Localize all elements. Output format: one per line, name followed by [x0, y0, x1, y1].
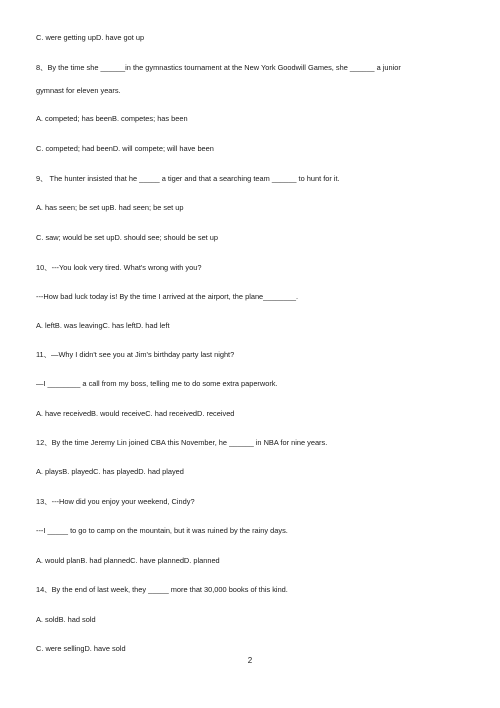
q10-options: A. leftB. was leavingC. has leftD. had left	[36, 321, 170, 330]
q13-question: 13、---How did you enjoy your weekend, Cindy?	[36, 497, 195, 506]
q10-question: 10、---You look very tired. What's wrong with you?	[36, 263, 202, 272]
q8-option-ab: A. competed; has beenB. competes; has been	[36, 114, 188, 123]
q11-question-cont: —I ________ a call from my boss, telling me to do some extra paperwork.	[36, 379, 278, 388]
q14-question: 14、By the end of last week, they _____ more that 30,000 books of this kind.	[36, 585, 288, 594]
q8-question: 8、By the time she ______in the gymnastics tournament at the New York Goodwill Games, she ______ a junior	[36, 63, 401, 72]
q9-option-ab: A. has seen; be set upB. had seen; be set up	[36, 203, 184, 212]
page-number: 2	[247, 656, 253, 665]
q10-question-cont: ---How bad luck today is! By the time I arrived at the airport, the plane________.	[36, 292, 299, 301]
q14-option-cd: C. were sellingD. have sold	[36, 644, 126, 653]
q11-question: 11、—Why I didn't see you at Jim's birthday party last night?	[36, 350, 235, 359]
q8-question-cont: gymnast for eleven years.	[36, 86, 121, 95]
q13-options: A. would planB. had plannedC. have plannedD. planned	[36, 556, 220, 565]
q8-option-cd: C. competed; had beenD. will compete; will have been	[36, 144, 214, 153]
q12-question: 12、By the time Jeremy Lin joined CBA this November, he ______ in NBA for nine years.	[36, 438, 328, 447]
q13-question-cont: ---I _____ to go to camp on the mountain, but it was ruined by the rainy days.	[36, 526, 288, 535]
q7-option-cd: C. were getting upD. have got up	[36, 33, 145, 42]
q12-options: A. playsB. playedC. has playedD. had played	[36, 467, 184, 476]
q11-options: A. have receivedB. would receiveC. had receivedD. received	[36, 409, 235, 418]
q14-option-ab: A. soldB. had sold	[36, 615, 96, 624]
q9-option-cd: C. saw; would be set upD. should see; should be set up	[36, 233, 219, 242]
q9-question: 9、 The hunter insisted that he _____ a tiger and that a searching team ______ to hunt for it.	[36, 174, 340, 183]
